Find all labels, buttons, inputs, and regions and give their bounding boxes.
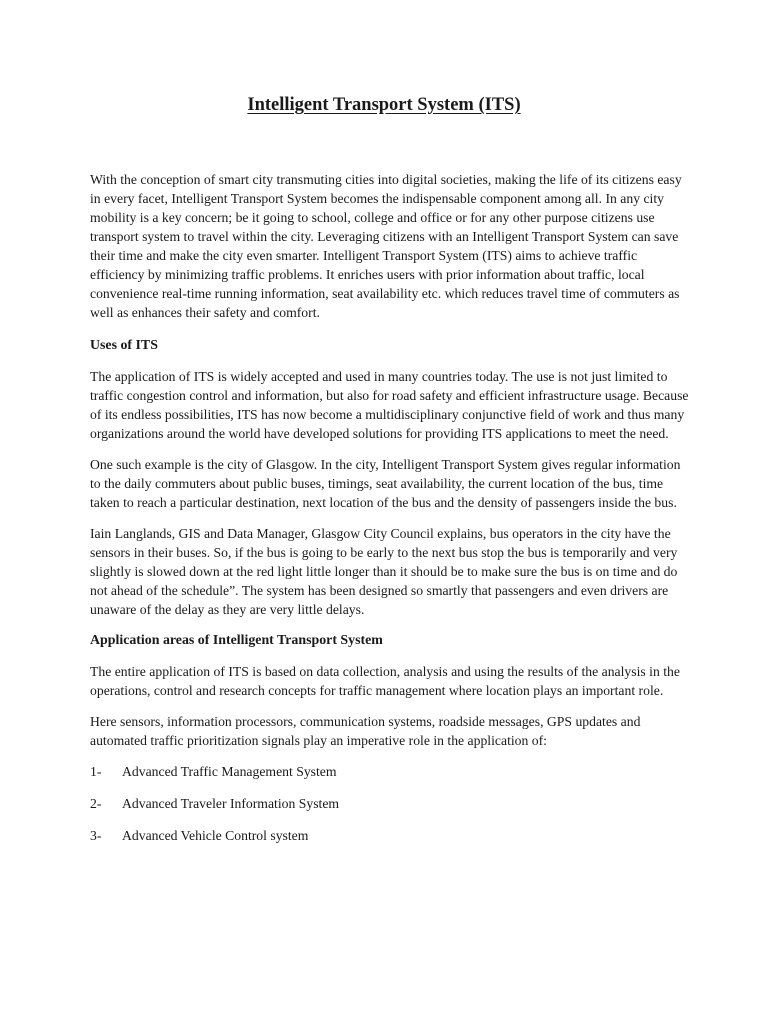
list-item-text: Advanced Traveler Information System [122, 796, 340, 811]
body-paragraph: Here sensors, information processors, communication systems, roadside messages, GPS updates and automated traffic prioritization signals play an imperative role in the application of: [90, 714, 641, 748]
section-heading-application-areas: Application areas of Intelligent Transport System [90, 633, 383, 648]
list-item-text: Advanced Traffic Management System [122, 764, 337, 779]
document-body [90, 170, 690, 858]
list-item-text: Advanced Vehicle Control system [122, 828, 309, 843]
body-paragraph: The entire application of ITS is based on data collection, analysis and using the results of the analysis in the operations, control and research concepts for traffic management where location plays an important role. [90, 664, 680, 698]
application-list [90, 762, 690, 845]
body-paragraph: Iain Langlands, GIS and Data Manager, Glasgow City Council explains, bus operators in the city have the sensors in their buses. So, if the bus is going to be early to the next bus stop the bus is temporarily and very slightly is slowed down at the red light little longer than it should be to make sure the bus is on time and do not ahead of the schedule”. The system has been designed so smartly that passengers and even drivers are unaware of the delay as they are very little delays. [90, 526, 678, 617]
body-paragraph: The application of ITS is widely accepted and used in many countries today. The use is not just limited to traffic congestion control and information, but also for road safety and efficient infrastructure usage. Because of its endless possibilities, ITS has now become a multidisciplinary conjunctive field of work and thus many organizations around the world have developed solutions for providing ITS applications to meet the need. [90, 369, 689, 441]
document-title: Intelligent Transport System (ITS) [247, 95, 521, 115]
list-item-number: 2- [90, 796, 102, 811]
body-paragraph: One such example is the city of Glasgow. In the city, Intelligent Transport System gives regular information to the daily commuters about public buses, timings, seat availability, the current location of the bus, time taken to reach a particular destination, next location of the bus and the density of passengers inside the bus. [90, 457, 681, 510]
list-item [90, 826, 690, 845]
list-item-number: 3- [90, 828, 102, 843]
section-heading-uses: Uses of ITS [90, 338, 158, 353]
list-item [90, 794, 690, 813]
intro-paragraph: With the conception of smart city transmuting cities into digital societies, making the life of its citizens easy in every facet, Intelligent Transport System becomes the indispensable component among all. In any city mobility is a key concern; be it going to school, college and office or for any other purpose citizens use transport system to travel within the city. Leveraging citizens with an Intelligent Transport System can save their time and make the city even smarter. Intelligent Transport System (ITS) aims to achieve traffic efficiency by minimizing traffic problems. It enriches users with prior information about traffic, local convenience real-time running information, seat availability etc. which reduces travel time of commuters as well as enhances their safety and comfort. [90, 172, 682, 320]
list-item [90, 762, 690, 781]
list-item-number: 1- [90, 764, 102, 779]
